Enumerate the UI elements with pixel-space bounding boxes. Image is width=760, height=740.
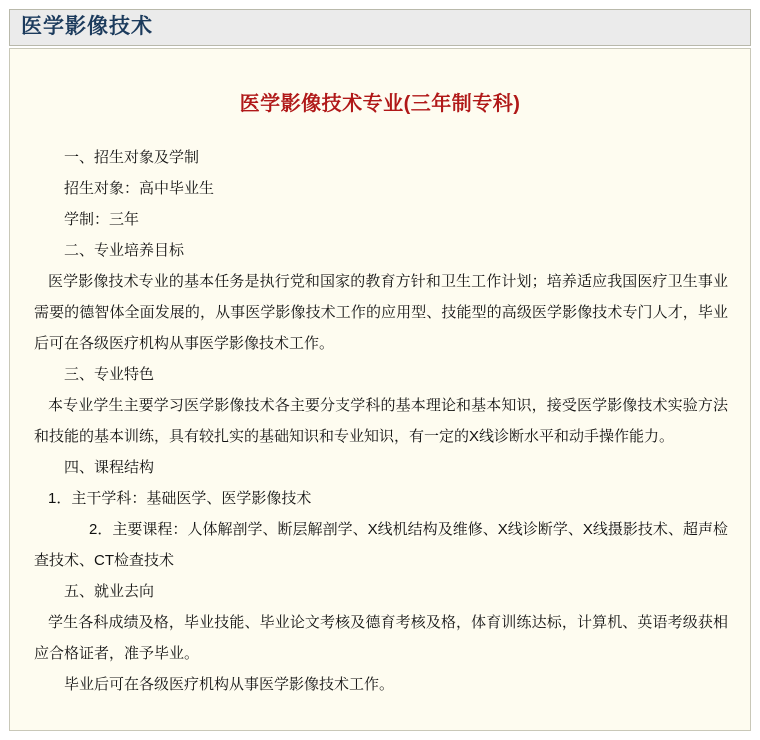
document-paragraph: 本专业学生主要学习医学影像技术各主要分支学科的基本理论和基本知识，接受医学影像技术实验方法和技能的基本训练，具有较扎实的基础知识和专业知识，有一定的X线诊断水平和动手操作能力。 [34,397,728,445]
document-paragraph: 四、课程结构 [64,459,155,476]
content-panel [9,48,751,731]
document-title: 医学影像技术专业(三年制专科) [239,93,521,115]
document-body [10,142,750,700]
document-paragraph: 2．主要课程：人体解剖学、断层解剖学、X线机结构及维修、X线诊断学、X线摄影技术、超声检查技术、CT检查技术 [34,521,728,569]
document-paragraph: 二、专业培养目标 [64,242,185,259]
document-paragraph: 一、招生对象及学制 [64,149,200,166]
page-title: 医学影像技术 [21,15,153,38]
document-paragraph: 医学影像技术专业的基本任务是执行党和国家的教育方针和卫生工作计划；培养适应我国医疗卫生事业需要的德智体全面发展的，从事医学影像技术工作的应用型、技能型的高级医学影像技术专门人才，毕业后可在各级医疗机构从事医学影像技术工作。 [34,273,728,352]
document-paragraph: 三、专业特色 [64,366,155,383]
document-paragraph: 毕业后可在各级医疗机构从事医学影像技术工作。 [64,676,395,693]
document-paragraph: 招生对象：高中毕业生 [64,180,215,197]
document-paragraph: 学制：三年 [64,211,140,228]
document-paragraph: 五、就业去向 [64,583,155,600]
document-paragraph: 学生各科成绩及格，毕业技能、毕业论文考核及德育考核及格，体育训练达标，计算机、英语考级获相应合格证者，准予毕业。 [34,614,728,662]
document-paragraph: 1．主干学科：基础医学、医学影像技术 [48,490,312,507]
